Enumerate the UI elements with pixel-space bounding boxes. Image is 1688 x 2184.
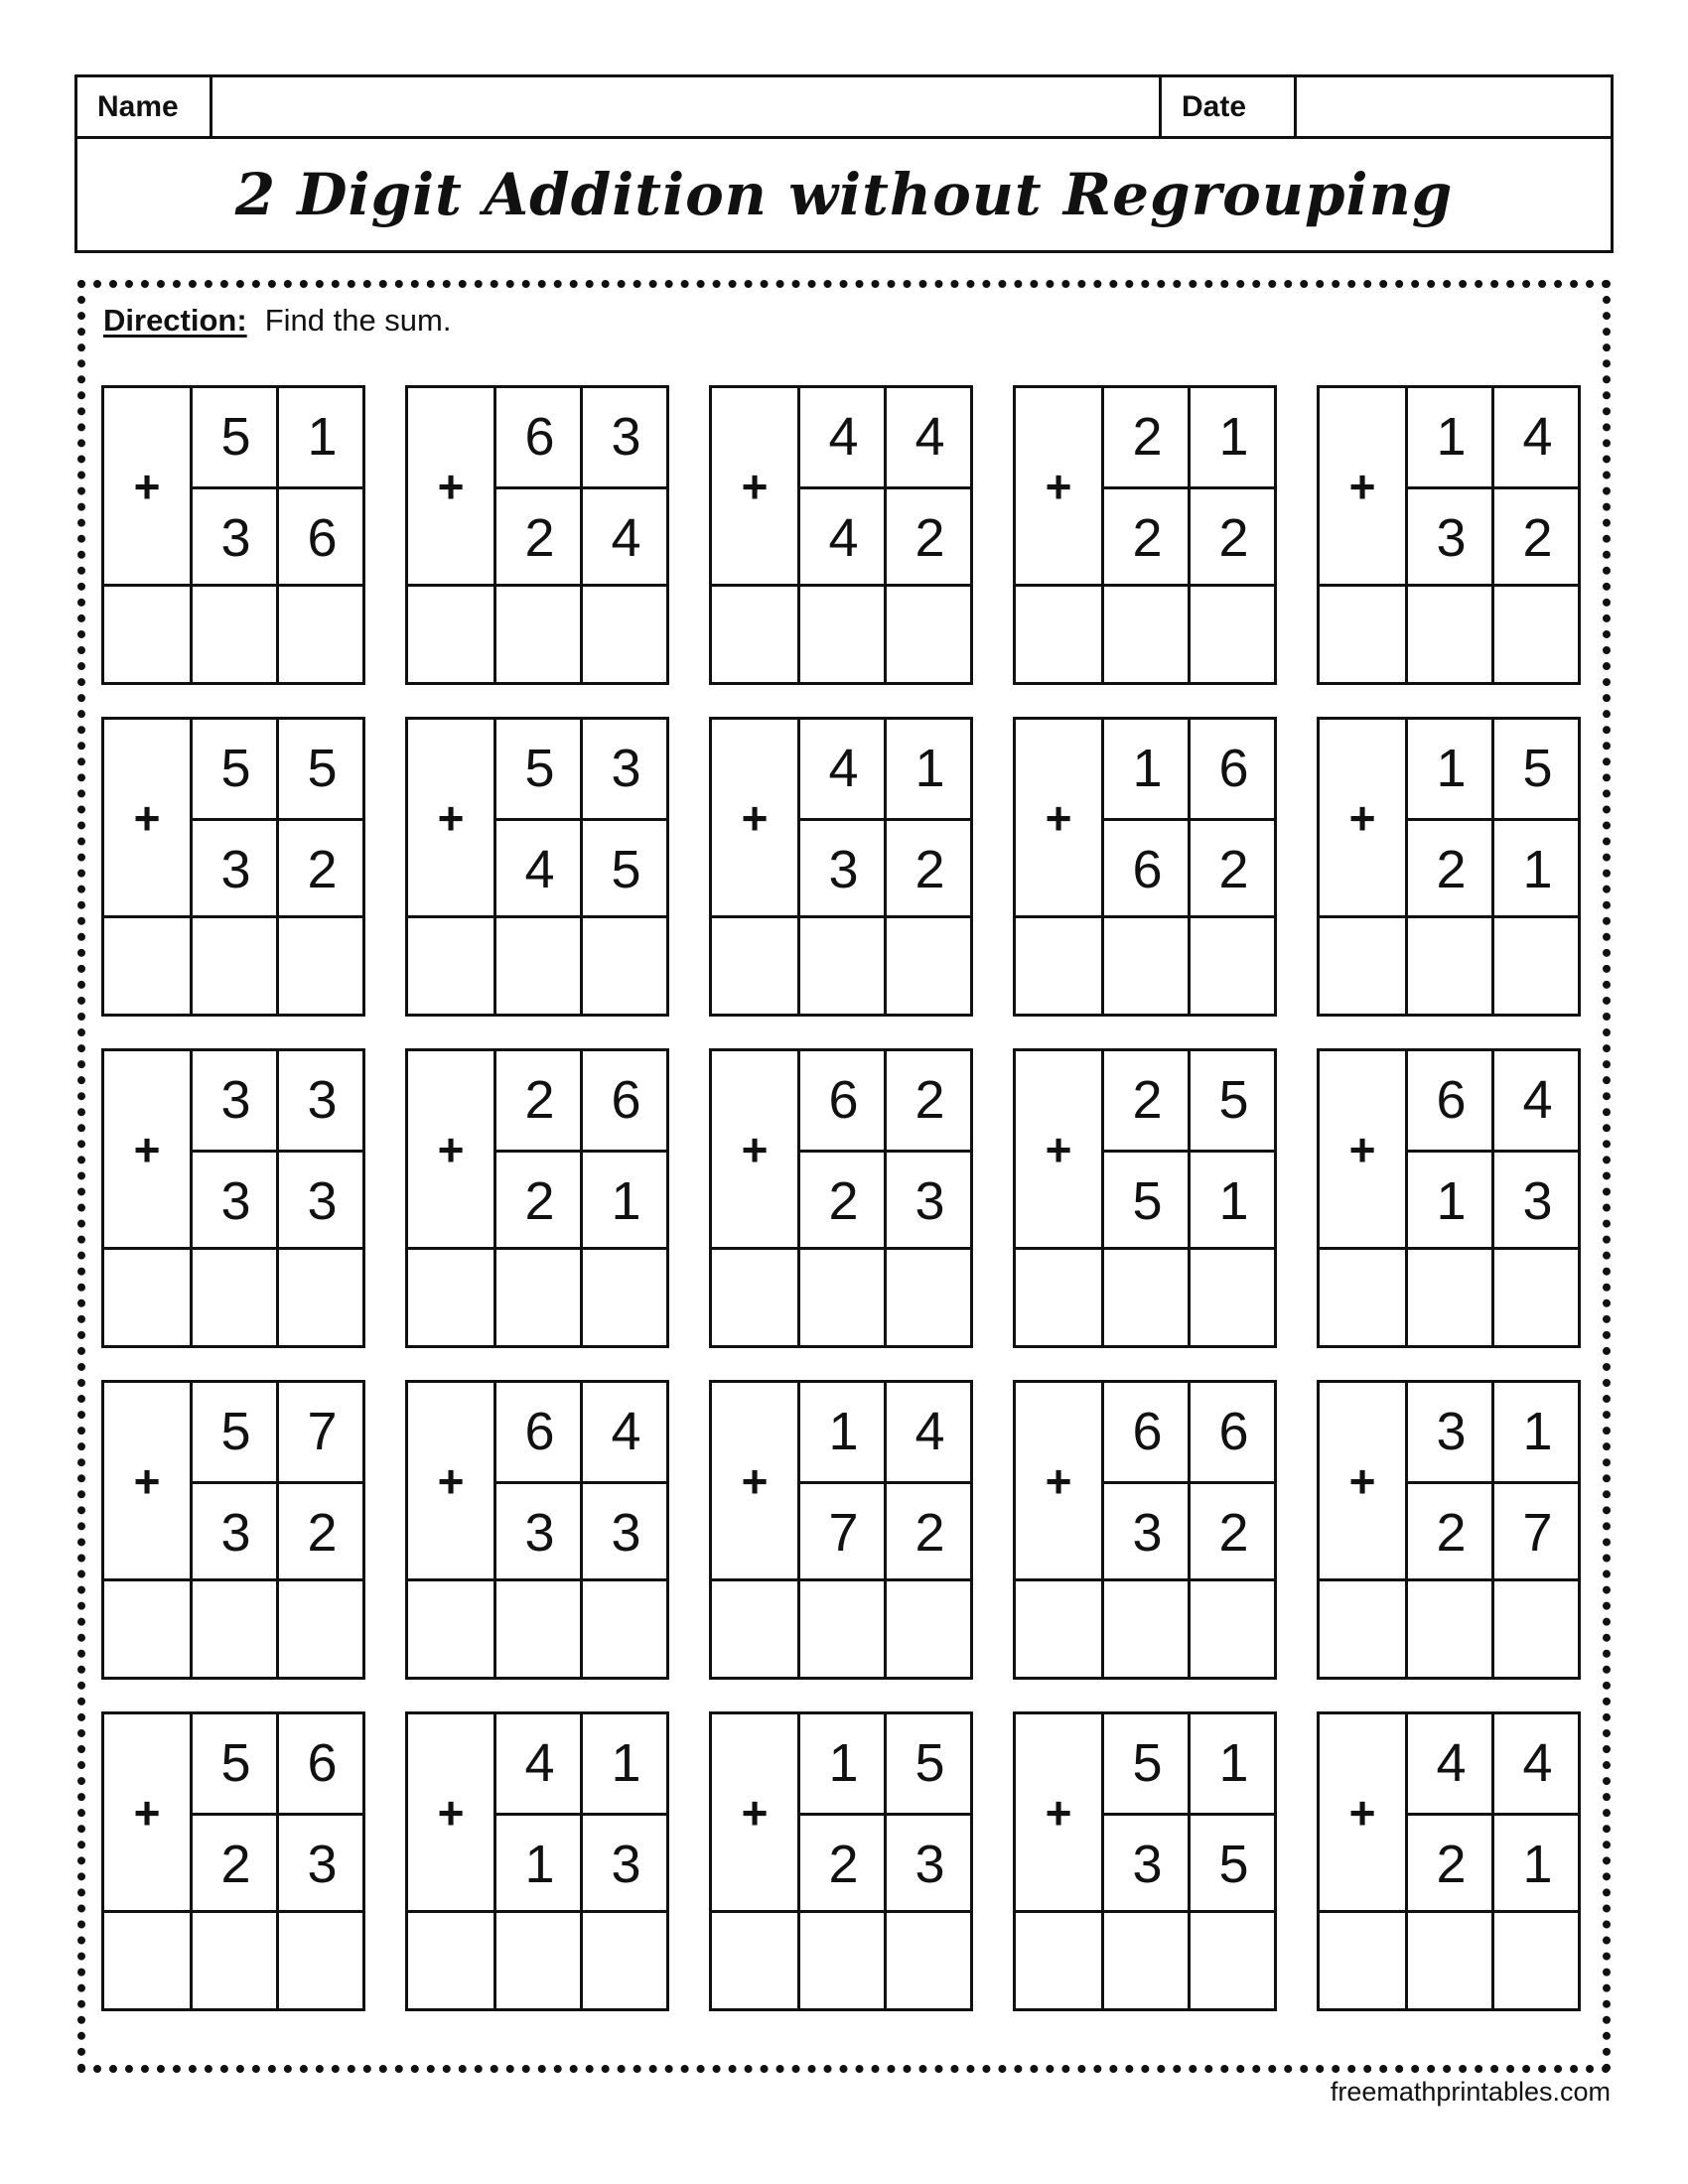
addend1-ones: 5 [1218,1070,1249,1130]
addend1-ones: 3 [307,1070,338,1130]
addend1-ones: 1 [1522,1402,1553,1461]
plus-sign: + [741,791,769,844]
answer-hundreds-box[interactable] [104,1581,190,1677]
addend1-ones: 4 [914,1402,945,1461]
addend1-tens: 2 [1132,1070,1163,1130]
addend2-tens: 3 [1132,1835,1163,1894]
addend2-ones: 3 [914,1835,945,1894]
addend2-ones: 5 [611,840,641,899]
addend1-ones: 6 [1218,1402,1249,1461]
problem-box [1317,1048,1581,1348]
answer-tens-box[interactable] [800,587,884,682]
answer-ones-box[interactable] [1191,918,1274,1014]
answer-hundreds-box[interactable] [712,587,797,682]
addend1-tens: 6 [1132,1402,1163,1461]
plus-sign: + [133,791,161,844]
problem-box [1013,1711,1277,2011]
addend1-ones: 1 [307,407,338,467]
addend2-tens: 3 [524,1503,555,1563]
plus-sign: + [437,791,465,844]
answer-ones-box[interactable] [279,1913,362,2008]
addend2-tens: 2 [1436,1835,1467,1894]
addend2-ones: 1 [1522,840,1553,899]
footer-site: freemathprintables.com [1330,2077,1611,2107]
answer-ones-box[interactable] [1191,1250,1274,1345]
answer-tens-box[interactable] [193,1581,276,1677]
answer-hundreds-box[interactable] [1320,1581,1405,1677]
addend1-tens: 3 [1436,1402,1467,1461]
addend2-ones: 3 [307,1835,338,1894]
problem-box [709,1380,973,1680]
answer-hundreds-box[interactable] [1320,1913,1405,2008]
answer-tens-box[interactable] [800,918,884,1014]
answer-hundreds-box[interactable] [104,1913,190,2008]
addend1-ones: 6 [307,1733,338,1793]
answer-tens-box[interactable] [496,1250,580,1345]
direction-text: Find the sum. [264,303,452,338]
plus-sign: + [1045,1123,1072,1175]
answer-hundreds-box[interactable] [1016,1913,1101,2008]
answer-hundreds-box[interactable] [712,1250,797,1345]
problem-box [101,1048,365,1348]
plus-sign: + [1045,460,1072,512]
addend1-tens: 2 [1132,407,1163,467]
addend2-tens: 3 [220,1171,251,1231]
addend2-tens: 2 [1436,840,1467,899]
answer-ones-box[interactable] [583,1250,666,1345]
addend1-tens: 6 [524,1402,555,1461]
addend1-tens: 3 [220,1070,251,1130]
addend1-ones: 4 [1522,1733,1553,1793]
plus-sign: + [133,1786,161,1839]
answer-hundreds-box[interactable] [104,587,190,682]
addend1-ones: 5 [1522,739,1553,798]
direction-label: Direction: [103,303,247,338]
addend1-tens: 6 [828,1070,859,1130]
answer-tens-box[interactable] [1408,1581,1491,1677]
addend1-tens: 5 [524,739,555,798]
problem-box [1013,717,1277,1017]
answer-tens-box[interactable] [1104,1250,1188,1345]
answer-ones-box[interactable] [887,587,970,682]
plus-sign: + [1348,1786,1376,1839]
plus-sign: + [741,1786,769,1839]
problem-box [101,385,365,685]
problem-box [101,1711,365,2011]
addend1-ones: 7 [307,1402,338,1461]
answer-tens-box[interactable] [496,1913,580,2008]
answer-hundreds-box[interactable] [1016,1250,1101,1345]
date-field[interactable] [1297,77,1614,136]
plus-sign: + [1045,1454,1072,1507]
addend1-tens: 1 [1436,407,1467,467]
answer-ones-box[interactable] [1191,587,1274,682]
answer-tens-box[interactable] [193,1250,276,1345]
addend2-ones: 4 [611,508,641,568]
answer-tens-box[interactable] [1408,918,1491,1014]
addend1-tens: 5 [220,1402,251,1461]
addend2-ones: 3 [307,1171,338,1231]
addend1-ones: 5 [914,1733,945,1793]
answer-ones-box[interactable] [279,918,362,1014]
addend2-ones: 2 [307,1503,338,1563]
answer-tens-box[interactable] [496,918,580,1014]
answer-tens-box[interactable] [1104,1581,1188,1677]
problem-box [405,1711,669,2011]
addend1-ones: 3 [611,407,641,467]
answer-tens-box[interactable] [1408,1913,1491,2008]
addend1-ones: 1 [1218,407,1249,467]
addend2-tens: 2 [220,1835,251,1894]
addend1-tens: 4 [524,1733,555,1793]
plus-sign: + [133,460,161,512]
plus-sign: + [1348,791,1376,844]
addend2-tens: 3 [220,840,251,899]
addend2-tens: 1 [1436,1171,1467,1231]
answer-hundreds-box[interactable] [408,1581,493,1677]
addend1-ones: 4 [1522,407,1553,467]
answer-hundreds-box[interactable] [104,1250,190,1345]
answer-tens-box[interactable] [800,1250,884,1345]
addend2-tens: 5 [1132,1171,1163,1231]
addend1-ones: 4 [611,1402,641,1461]
answer-hundreds-box[interactable] [1016,1581,1101,1677]
problem-box [1013,1380,1277,1680]
answer-tens-box[interactable] [193,918,276,1014]
answer-tens-box[interactable] [193,587,276,682]
answer-hundreds-box[interactable] [1016,918,1101,1014]
answer-ones-box[interactable] [279,1250,362,1345]
addend1-ones: 1 [611,1733,641,1793]
problem-box [405,1380,669,1680]
answer-tens-box[interactable] [496,587,580,682]
name-field[interactable] [212,77,1162,136]
answer-hundreds-box[interactable] [712,1581,797,1677]
addend2-tens: 2 [524,508,555,568]
addend1-ones: 5 [307,739,338,798]
addend1-tens: 4 [1436,1733,1467,1793]
addend2-tens: 2 [828,1171,859,1231]
problem-box [1317,1380,1581,1680]
answer-tens-box[interactable] [1408,587,1491,682]
answer-hundreds-box[interactable] [1016,587,1101,682]
addend1-tens: 6 [524,407,555,467]
addend2-tens: 2 [524,1171,555,1231]
name-label: Name [77,77,212,136]
answer-tens-box[interactable] [193,1913,276,2008]
addend1-tens: 5 [220,739,251,798]
addend2-ones: 2 [1218,508,1249,568]
answer-hundreds-box[interactable] [1320,1250,1405,1345]
plus-sign: + [133,1123,161,1175]
addend2-ones: 3 [611,1503,641,1563]
problem-box [1013,1048,1277,1348]
answer-tens-box[interactable] [1104,1913,1188,2008]
answer-tens-box[interactable] [800,1913,884,2008]
plus-sign: + [1348,1123,1376,1175]
addend1-ones: 4 [1522,1070,1553,1130]
problem-box [709,385,973,685]
answer-hundreds-box[interactable] [712,1913,797,2008]
addend2-ones: 1 [1218,1171,1249,1231]
problem-box [1013,385,1277,685]
answer-tens-box[interactable] [800,1581,884,1677]
date-label: Date [1162,77,1297,136]
addend2-ones: 1 [611,1171,641,1231]
addend1-tens: 5 [220,1733,251,1793]
problem-box [101,1380,365,1680]
addend1-tens: 5 [220,407,251,467]
plus-sign: + [437,1786,465,1839]
plus-sign: + [741,460,769,512]
answer-ones-box[interactable] [887,1250,970,1345]
answer-hundreds-box[interactable] [408,1250,493,1345]
addend2-ones: 7 [1522,1503,1553,1563]
answer-ones-box[interactable] [583,1581,666,1677]
answer-hundreds-box[interactable] [1320,587,1405,682]
plus-sign: + [1348,1454,1376,1507]
addend1-tens: 1 [828,1402,859,1461]
addend1-tens: 4 [828,739,859,798]
addend2-ones: 2 [1218,1503,1249,1563]
addend2-tens: 1 [524,1835,555,1894]
answer-hundreds-box[interactable] [408,918,493,1014]
addend1-tens: 4 [828,407,859,467]
problem-box [101,717,365,1017]
addend2-ones: 2 [1522,508,1553,568]
problem-box [1317,1711,1581,2011]
answer-ones-box[interactable] [887,1913,970,2008]
addend2-tens: 3 [828,840,859,899]
answer-hundreds-box[interactable] [1320,918,1405,1014]
addend1-tens: 1 [828,1733,859,1793]
answer-ones-box[interactable] [279,587,362,682]
plus-sign: + [437,1454,465,1507]
answer-ones-box[interactable] [583,587,666,682]
addend2-tens: 3 [220,508,251,568]
addend1-ones: 1 [914,739,945,798]
answer-ones-box[interactable] [1494,918,1578,1014]
answer-ones-box[interactable] [1494,587,1578,682]
answer-hundreds-box[interactable] [104,918,190,1014]
answer-ones-box[interactable] [887,1581,970,1677]
problem-box [1317,385,1581,685]
addend2-tens: 6 [1132,840,1163,899]
addend1-ones: 3 [611,739,641,798]
problem-box [405,717,669,1017]
plus-sign: + [741,1454,769,1507]
answer-ones-box[interactable] [1494,1913,1578,2008]
addend2-tens: 4 [524,840,555,899]
addend2-ones: 3 [611,1835,641,1894]
answer-tens-box[interactable] [1104,918,1188,1014]
addend1-tens: 6 [1436,1070,1467,1130]
answer-ones-box[interactable] [1494,1581,1578,1677]
addend2-tens: 4 [828,508,859,568]
plus-sign: + [437,1123,465,1175]
addend2-ones: 2 [1218,840,1249,899]
answer-hundreds-box[interactable] [408,587,493,682]
plus-sign: + [741,1123,769,1175]
plus-sign: + [1348,460,1376,512]
plus-sign: + [1045,1786,1072,1839]
answer-tens-box[interactable] [1104,587,1188,682]
answer-ones-box[interactable] [279,1581,362,1677]
addend1-ones: 1 [1218,1733,1249,1793]
addend1-ones: 6 [1218,739,1249,798]
addend1-tens: 2 [524,1070,555,1130]
answer-ones-box[interactable] [1494,1250,1578,1345]
addend1-tens: 5 [1132,1733,1163,1793]
addend1-ones: 2 [914,1070,945,1130]
addend2-ones: 2 [914,1503,945,1563]
problem-box [1317,717,1581,1017]
addend2-ones: 3 [914,1171,945,1231]
plus-sign: + [437,460,465,512]
addend1-ones: 6 [611,1070,641,1130]
addend2-tens: 2 [1132,508,1163,568]
addend2-tens: 3 [1436,508,1467,568]
problem-box [405,1048,669,1348]
problem-box [709,717,973,1017]
addend2-tens: 3 [1132,1503,1163,1563]
name-date-row [77,77,1611,139]
addend2-tens: 7 [828,1503,859,1563]
addend2-tens: 2 [1436,1503,1467,1563]
addend1-ones: 4 [914,407,945,467]
answer-ones-box[interactable] [887,918,970,1014]
addend2-ones: 3 [1522,1171,1553,1231]
problem-box [405,385,669,685]
addend1-tens: 1 [1132,739,1163,798]
addend2-ones: 2 [914,840,945,899]
answer-ones-box[interactable] [1191,1581,1274,1677]
addend2-ones: 1 [1522,1835,1553,1894]
problem-box [709,1711,973,2011]
plus-sign: + [1045,791,1072,844]
addend2-ones: 6 [307,508,338,568]
addend2-ones: 5 [1218,1835,1249,1894]
addend1-tens: 1 [1436,739,1467,798]
worksheet-title: 2 Digit Addition without Regrouping [234,161,1454,228]
answer-tens-box[interactable] [1408,1250,1491,1345]
answer-ones-box[interactable] [1191,1913,1274,2008]
answer-tens-box[interactable] [496,1581,580,1677]
addend2-ones: 2 [307,840,338,899]
answer-hundreds-box[interactable] [408,1913,493,2008]
answer-ones-box[interactable] [583,918,666,1014]
addend2-tens: 3 [220,1503,251,1563]
answer-hundreds-box[interactable] [712,918,797,1014]
plus-sign: + [133,1454,161,1507]
addend2-ones: 2 [914,508,945,568]
direction [103,303,452,339]
answer-ones-box[interactable] [583,1913,666,2008]
worksheet-header [74,74,1614,253]
addend2-tens: 2 [828,1835,859,1894]
problem-box [709,1048,973,1348]
